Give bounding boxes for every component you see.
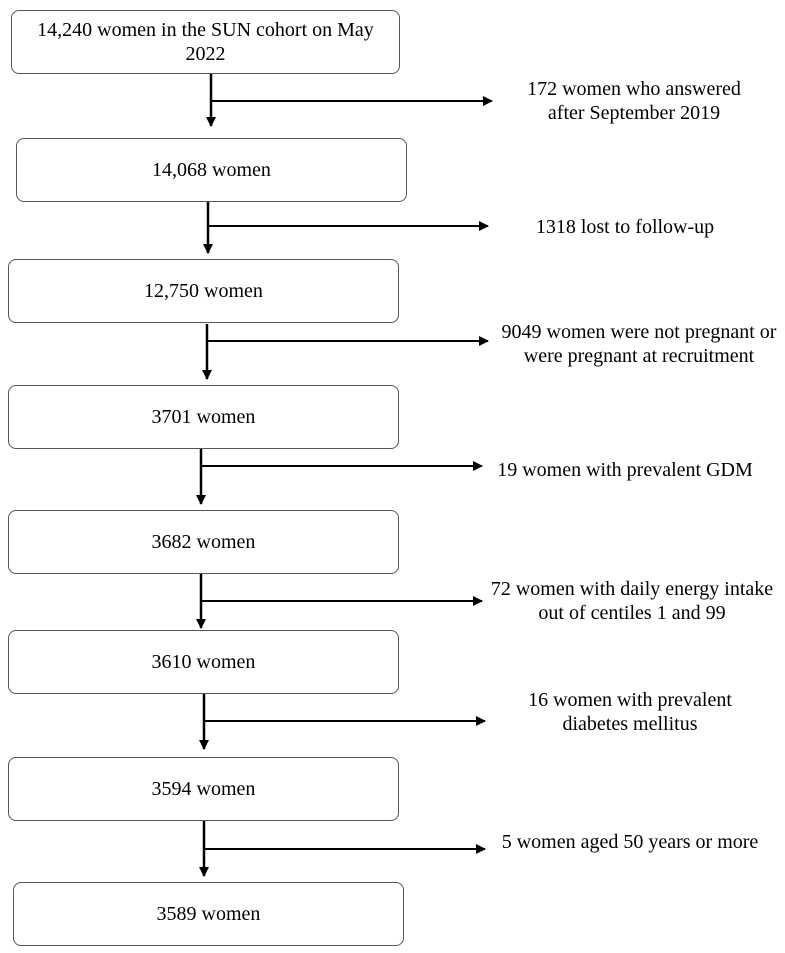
exclusion-note-5: 72 women with daily energy intake out of centiles 1 and 99 [490, 578, 774, 624]
cohort-box-2: 14,068 women [16, 138, 407, 202]
exclusion-note-3: 9049 women were not pregnant or were pregnant at recruitment [501, 321, 777, 367]
cohort-box-4: 3701 women [8, 385, 399, 449]
exclusion-note-1: 172 women who answered after September 2019 [527, 78, 741, 124]
cohort-box-3: 12,750 women [8, 259, 399, 323]
exclusion-note-2: 1318 lost to follow-up [535, 216, 715, 238]
cohort-box-5: 3682 women [8, 510, 399, 574]
cohort-box-1: 14,240 women in the SUN cohort on May 2022 [11, 10, 400, 74]
exclusion-note-4: 19 women with prevalent GDM [497, 459, 753, 481]
cohort-box-7: 3594 women [8, 757, 399, 821]
exclusion-note-7: 5 women aged 50 years or more [501, 831, 759, 853]
exclusion-note-6: 16 women with prevalent diabetes mellitus [528, 689, 732, 735]
cohort-box-6: 3610 women [8, 630, 399, 694]
cohort-box-8: 3589 women [13, 882, 404, 946]
